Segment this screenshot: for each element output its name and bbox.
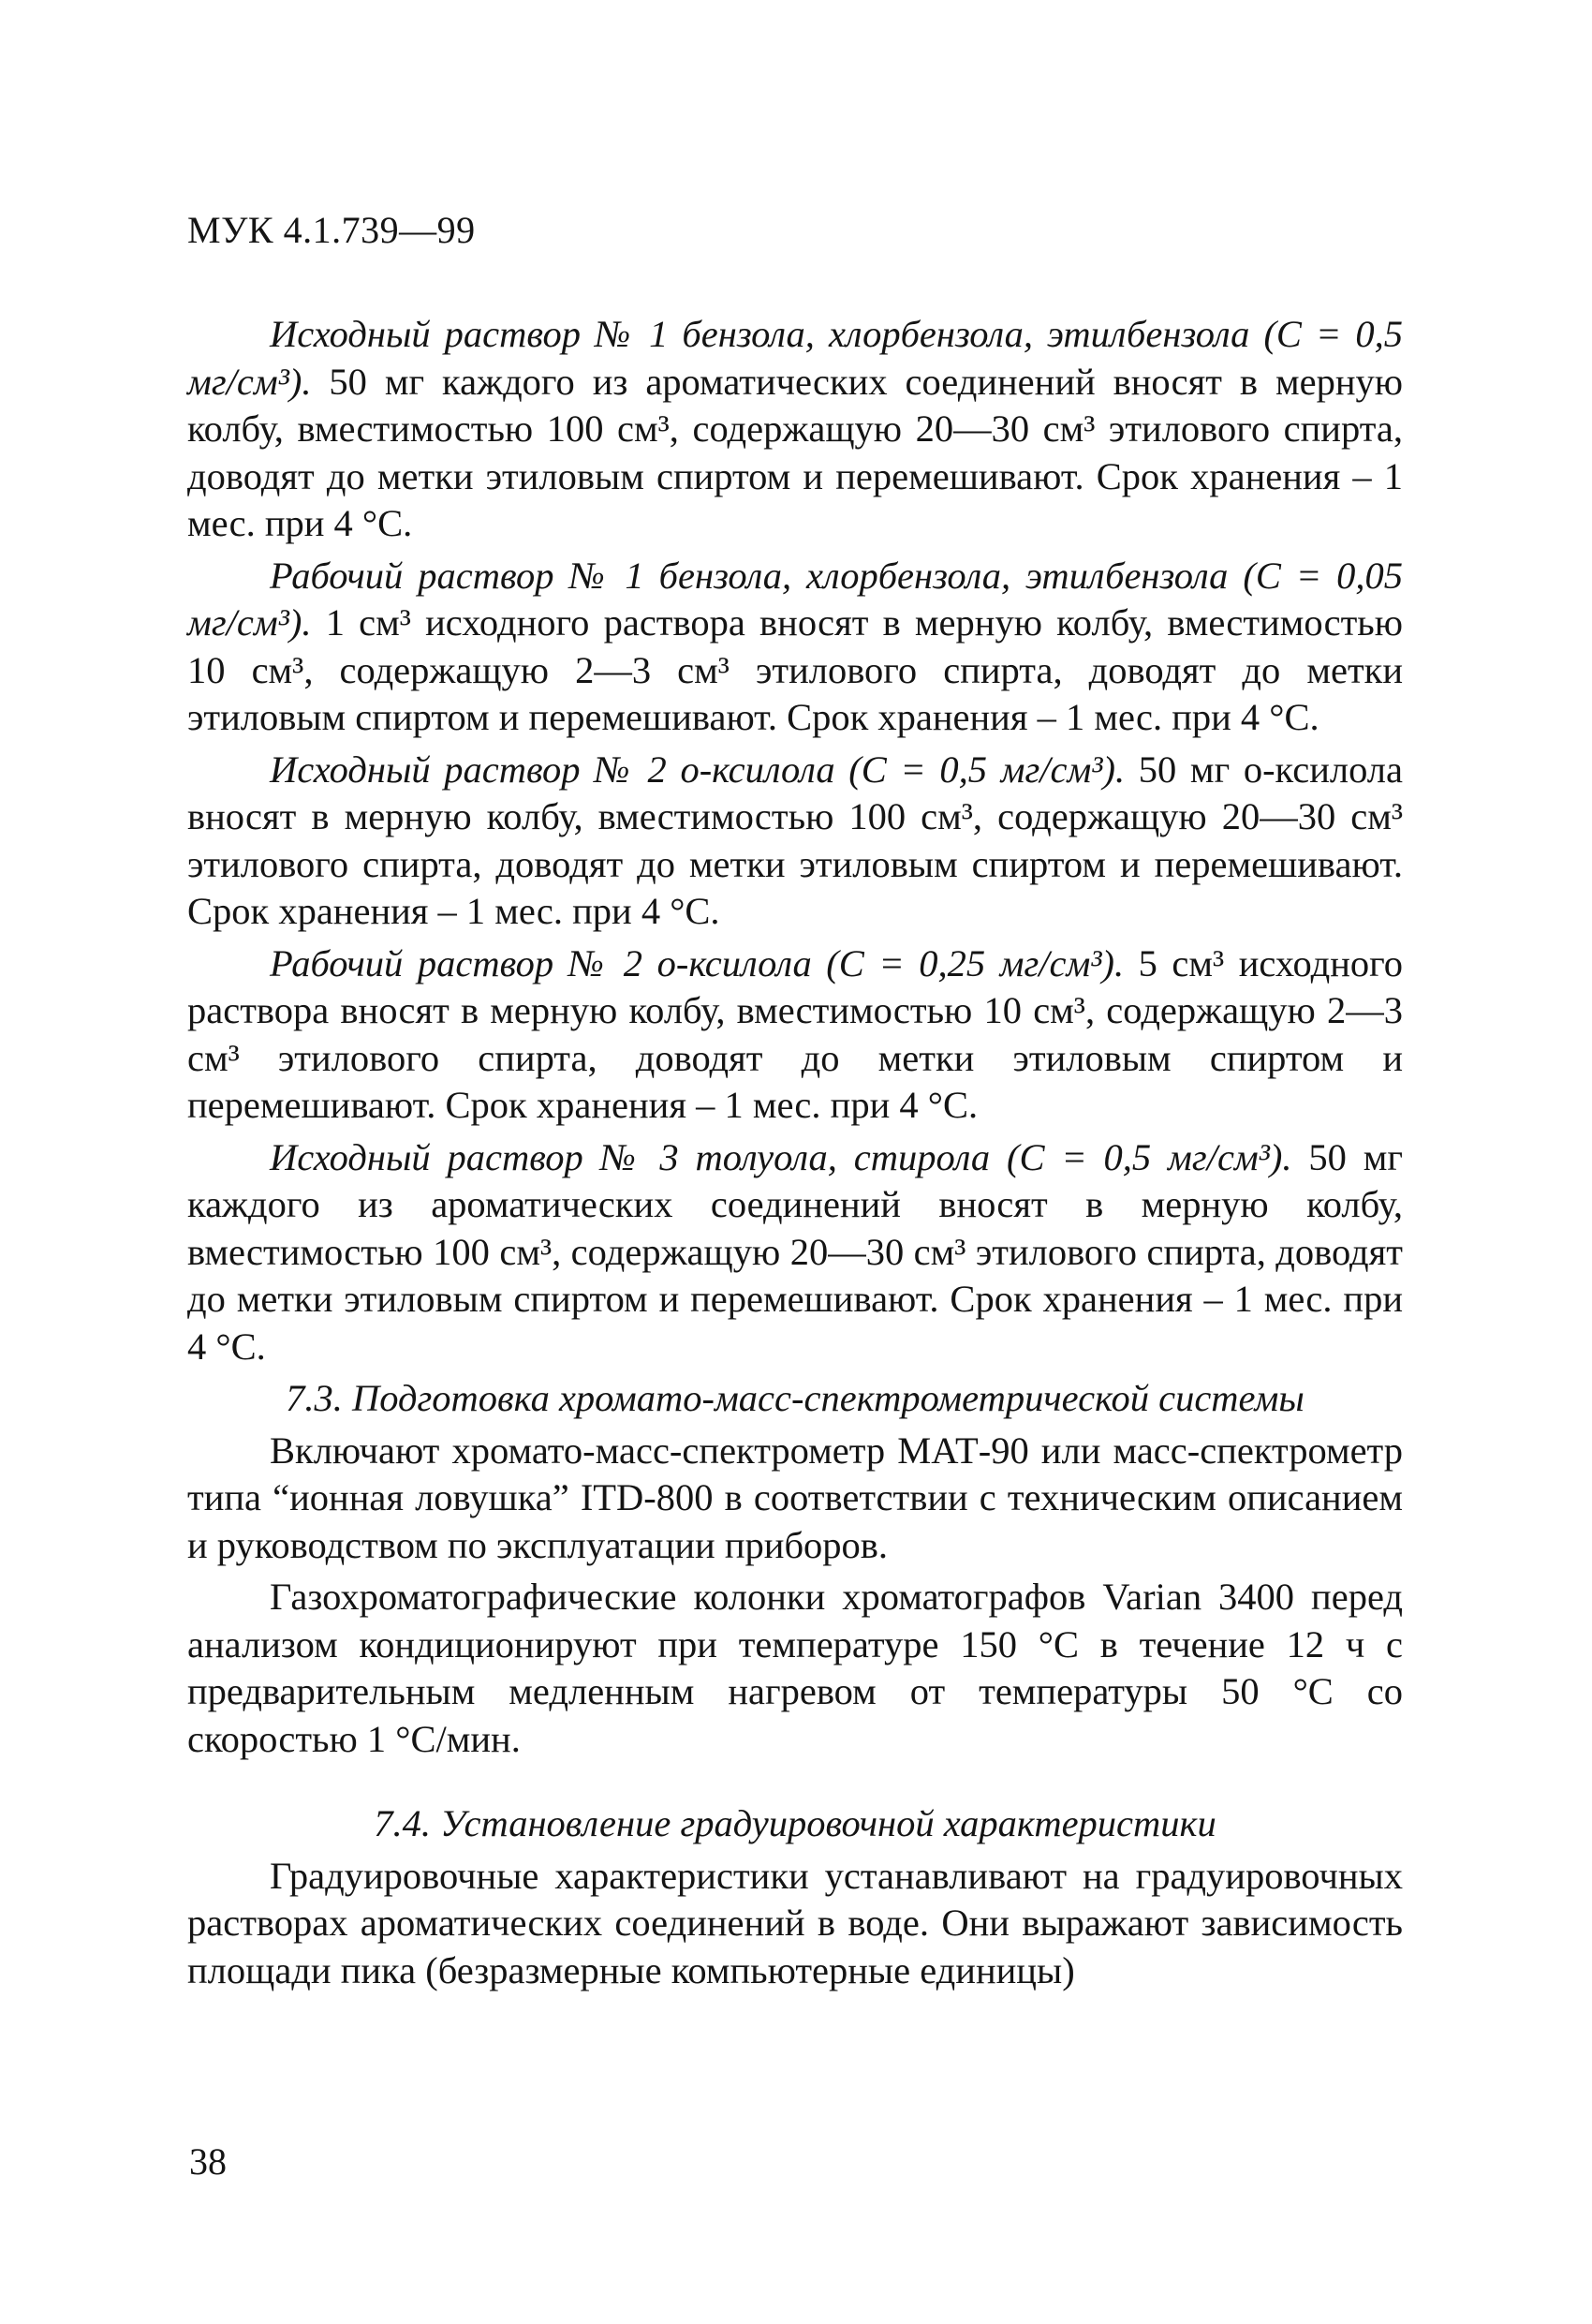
paragraph-stock-solution-1 (187, 311, 1403, 548)
page-number: 38 (189, 2140, 227, 2183)
paragraph-7-3-columns: Газохроматографические колонки хроматографов Varian 3400 перед анализом кондиционируют при температуре 150 °С в течение 12 ч с предварительным медленным нагревом от температуры 50 °С со скоростью 1 °С/мин. (187, 1576, 1403, 1760)
solution-title: Исходный раствор № 2 о-ксилола (С = 0,5 мг/см³). (270, 748, 1126, 791)
paragraph-7-3-instrument: Включают хромато-масс-спектрометр МАТ-90 или масс-спектрометр типа “ионная ловушка” ITD-800 в соответствии с техническим описанием и руководством по эксплуатации приборов. (187, 1428, 1403, 1566)
solution-title: Рабочий раствор № 1 бензола, хлорбензола, этилбензола (С = 0,05 мг/см³). (187, 554, 1403, 644)
solution-title: Рабочий раствор № 2 о-ксилола (С = 0,25 мг/см³). (270, 941, 1125, 984)
solution-title: Исходный раствор № 3 толуола, стирола (С = 0,5 мг/см³). (270, 1135, 1292, 1178)
paragraph-stock-solution-2 (187, 747, 1403, 936)
solution-text: 1 см³ исходного раствора вносят в мерную колбу, вместимостью 10 см³, содержащую 2—3 см³ этилового спирта, доводят до метки этиловым спиртом и перемешивают. Срок хранения – 1 мес. при 4 °С. (187, 601, 1403, 738)
document-code-header: МУК 4.1.739—99 (187, 209, 476, 251)
solution-text: 50 мг о-ксилола вносят в мерную колбу, вместимостью 100 см³, содержащую 20—30 см³ этилового спирта, доводят до метки этиловым спиртом и перемешивают. Срок хранения – 1 мес. при 4 °С. (187, 748, 1403, 932)
paragraph-stock-solution-3 (187, 1134, 1403, 1371)
section-heading-7-4: 7.4. Установление градуировочной характеристики (374, 1802, 1216, 1844)
solution-text: 50 мг каждого из ароматических соединений вносят в мерную колбу, вместимостью 100 см³, содержащую 20—30 см³ этилового спирта, доводят до метки этиловым спиртом и перемешивают. Срок хранения – 1 мес. при 4 °С. (187, 360, 1403, 544)
paragraph-7-4-calibration: Градуировочные характеристики устанавливают на градуировочных растворах ароматических соединений в воде. Они выражают зависимость площади пика (безразмерные компьютерные единицы) (187, 1854, 1403, 1991)
main-content (187, 311, 1403, 1999)
paragraph-working-solution-1 (187, 553, 1403, 742)
paragraph-working-solution-2 (187, 940, 1403, 1130)
solution-text: 50 мг каждого из ароматических соединений вносят в мерную колбу, вместимостью 100 см³, содержащую 20—30 см³ этилового спирта, доводят до метки этиловым спиртом и перемешивают. Срок хранения – 1 мес. при 4 °С. (187, 1135, 1404, 1368)
solution-text: 5 см³ исходного раствора вносят в мерную колбу, вместимостью 10 см³, содержащую 2—3 см³ этилового спирта, доводят до метки этиловым спиртом и перемешивают. Срок хранения – 1 мес. при 4 °С. (187, 941, 1403, 1126)
solution-title: Исходный раствор № 1 бензола, хлорбензола, этилбензола (С = 0,5 мг/см³). (187, 313, 1403, 403)
section-heading-7-3: 7.3. Подготовка хромато-масс-спектрометрической системы (286, 1377, 1305, 1419)
